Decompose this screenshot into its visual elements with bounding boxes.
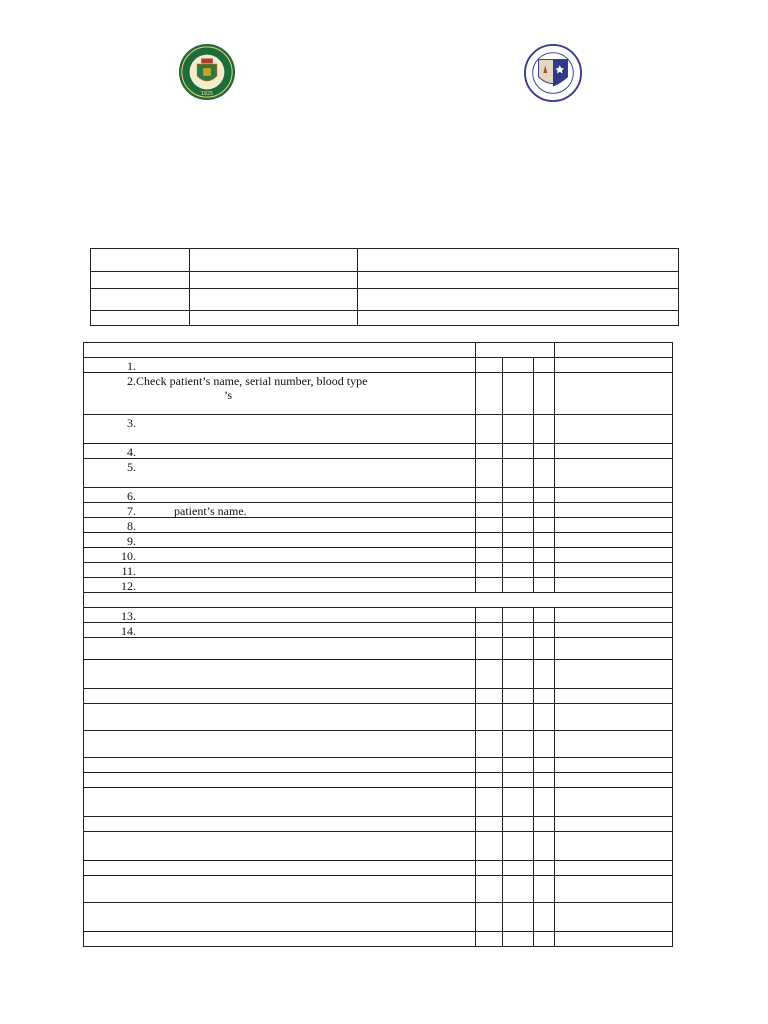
check-cell[interactable] [476, 817, 503, 832]
check-cell[interactable] [534, 876, 555, 903]
check-cell[interactable] [476, 832, 503, 861]
table-row [84, 563, 673, 578]
table-row [84, 689, 673, 704]
step-cell [84, 373, 476, 415]
check-cell[interactable] [534, 578, 555, 593]
table-row [84, 660, 673, 689]
check-cell[interactable] [503, 876, 534, 903]
info-cell [358, 289, 679, 311]
remarks-cell[interactable] [555, 861, 673, 876]
check-cell[interactable] [534, 488, 555, 503]
remarks-cell[interactable] [555, 533, 673, 548]
check-cell[interactable] [534, 623, 555, 638]
remarks-cell[interactable] [555, 876, 673, 903]
step-cell [84, 704, 476, 731]
check-cell[interactable] [534, 444, 555, 459]
check-cell[interactable] [476, 773, 503, 788]
info-cell [91, 311, 190, 326]
check-cell[interactable] [476, 488, 503, 503]
info-table [90, 248, 679, 326]
step-cell [84, 788, 476, 817]
check-cell[interactable] [476, 788, 503, 817]
info-cell [358, 249, 679, 272]
step-cell [84, 861, 476, 876]
step-cell [84, 638, 476, 660]
check-cell[interactable] [503, 373, 534, 415]
check-cell[interactable] [476, 903, 503, 932]
check-cell[interactable] [534, 689, 555, 704]
table-row [84, 817, 673, 832]
check-cell[interactable] [503, 817, 534, 832]
check-cell[interactable] [476, 689, 503, 704]
table-row [84, 578, 673, 593]
check-cell[interactable] [476, 932, 503, 947]
step-cell [84, 459, 476, 488]
check-cell[interactable] [534, 373, 555, 415]
step-number: 11. [121, 564, 136, 578]
check-cell[interactable] [534, 660, 555, 689]
step-cell [84, 503, 476, 518]
step-cell [84, 876, 476, 903]
header-cell [555, 343, 673, 358]
step-number: 12. [121, 579, 136, 593]
step-text: patient’s name. [174, 504, 247, 518]
table-row [84, 459, 673, 488]
step-cell [84, 415, 476, 444]
step-cell [84, 533, 476, 548]
table-row [84, 533, 673, 548]
table-row [84, 503, 673, 518]
remarks-cell[interactable] [555, 358, 673, 373]
info-cell [190, 311, 358, 326]
header-cell [476, 343, 555, 358]
step-cell [84, 660, 476, 689]
remarks-cell[interactable] [555, 623, 673, 638]
check-cell[interactable] [476, 503, 503, 518]
check-cell[interactable] [503, 903, 534, 932]
remarks-cell[interactable] [555, 548, 673, 563]
check-cell[interactable] [503, 578, 534, 593]
header-cell [84, 343, 476, 358]
table-row [84, 788, 673, 817]
info-cell [91, 249, 190, 272]
table-row [84, 773, 673, 788]
remarks-cell[interactable] [555, 488, 673, 503]
step-cell [84, 358, 476, 373]
step-number: 3. [127, 416, 136, 430]
step-cell [84, 832, 476, 861]
step-cell [84, 548, 476, 563]
check-cell[interactable] [503, 563, 534, 578]
step-cell [84, 563, 476, 578]
table-row [84, 444, 673, 459]
step-cell [84, 903, 476, 932]
remarks-cell[interactable] [555, 660, 673, 689]
step-cell [84, 578, 476, 593]
check-cell[interactable] [476, 533, 503, 548]
step-cell [84, 623, 476, 638]
step-number: 4. [127, 445, 136, 459]
procedure-checklist-table [83, 342, 673, 947]
check-cell[interactable] [534, 903, 555, 932]
check-cell[interactable] [503, 459, 534, 488]
table-row [84, 623, 673, 638]
check-cell[interactable] [534, 358, 555, 373]
table-row [84, 903, 673, 932]
section-divider-cell [84, 593, 673, 608]
remarks-cell[interactable] [555, 638, 673, 660]
info-cell [190, 289, 358, 311]
info-cell [91, 289, 190, 311]
check-cell[interactable] [476, 563, 503, 578]
table-row [84, 518, 673, 533]
check-cell[interactable] [476, 731, 503, 758]
check-cell[interactable] [503, 503, 534, 518]
remarks-cell[interactable] [555, 689, 673, 704]
check-cell[interactable] [476, 623, 503, 638]
check-cell[interactable] [476, 518, 503, 533]
check-cell[interactable] [534, 533, 555, 548]
check-cell[interactable] [476, 758, 503, 773]
check-cell[interactable] [476, 660, 503, 689]
check-cell[interactable] [534, 832, 555, 861]
check-cell[interactable] [534, 638, 555, 660]
check-cell[interactable] [503, 758, 534, 773]
step-number: 2. [127, 374, 136, 388]
step-number: 14. [121, 624, 136, 638]
info-cell [358, 311, 679, 326]
step-cell [84, 758, 476, 773]
remarks-cell[interactable] [555, 731, 673, 758]
check-cell[interactable] [503, 415, 534, 444]
step-number: 1. [127, 359, 136, 373]
check-cell[interactable] [534, 459, 555, 488]
step-cell [84, 731, 476, 758]
check-cell[interactable] [503, 358, 534, 373]
remarks-cell[interactable] [555, 563, 673, 578]
check-cell[interactable] [534, 563, 555, 578]
step-cell [84, 689, 476, 704]
check-cell[interactable] [476, 358, 503, 373]
info-cell [358, 272, 679, 289]
table-row [84, 876, 673, 903]
step-text-line2: ’s [224, 388, 233, 402]
check-cell[interactable] [503, 533, 534, 548]
check-cell[interactable] [476, 444, 503, 459]
check-cell[interactable] [476, 704, 503, 731]
table-row [84, 638, 673, 660]
check-cell[interactable] [503, 623, 534, 638]
remarks-cell[interactable] [555, 758, 673, 773]
step-number: 10. [121, 549, 136, 563]
check-cell[interactable] [503, 444, 534, 459]
check-cell[interactable] [534, 817, 555, 832]
check-cell[interactable] [503, 518, 534, 533]
check-cell[interactable] [476, 548, 503, 563]
check-cell[interactable] [534, 415, 555, 444]
check-cell[interactable] [534, 548, 555, 563]
remarks-cell[interactable] [555, 788, 673, 817]
check-cell[interactable] [476, 373, 503, 415]
table-header-row [84, 343, 673, 358]
check-cell[interactable] [503, 704, 534, 731]
check-cell[interactable] [503, 689, 534, 704]
step-number: 6. [127, 489, 136, 503]
check-cell[interactable] [503, 488, 534, 503]
step-cell [84, 488, 476, 503]
remarks-cell[interactable] [555, 444, 673, 459]
step-number: 5. [127, 460, 136, 474]
check-cell[interactable] [503, 638, 534, 660]
table-row [84, 608, 673, 623]
check-cell[interactable] [476, 638, 503, 660]
step-number: 7. [127, 504, 136, 518]
remarks-cell[interactable] [555, 817, 673, 832]
step-cell [84, 932, 476, 947]
remarks-cell[interactable] [555, 415, 673, 444]
check-cell[interactable] [476, 876, 503, 903]
check-cell[interactable] [503, 548, 534, 563]
step-text: Check patient’s name, serial number, blood type [136, 374, 368, 388]
check-cell[interactable] [476, 578, 503, 593]
check-cell[interactable] [534, 773, 555, 788]
table-row [84, 488, 673, 503]
step-cell [84, 817, 476, 832]
check-cell[interactable] [503, 608, 534, 623]
step-cell [84, 608, 476, 623]
table-row [84, 832, 673, 861]
remarks-cell[interactable] [555, 704, 673, 731]
remarks-cell[interactable] [555, 903, 673, 932]
check-cell[interactable] [534, 503, 555, 518]
check-cell[interactable] [534, 932, 555, 947]
check-cell[interactable] [503, 731, 534, 758]
table-row [84, 373, 673, 415]
table-row [84, 548, 673, 563]
table-row [84, 358, 673, 373]
college-seal-icon [520, 44, 586, 102]
remarks-cell[interactable] [555, 503, 673, 518]
check-cell[interactable] [534, 758, 555, 773]
check-cell[interactable] [503, 773, 534, 788]
check-cell[interactable] [534, 731, 555, 758]
step-cell [84, 518, 476, 533]
check-cell[interactable] [476, 608, 503, 623]
step-number: 9. [127, 534, 136, 548]
remarks-cell[interactable] [555, 518, 673, 533]
check-cell[interactable] [534, 788, 555, 817]
remarks-cell[interactable] [555, 373, 673, 415]
check-cell[interactable] [534, 518, 555, 533]
table-row [84, 704, 673, 731]
check-cell[interactable] [476, 415, 503, 444]
check-cell[interactable] [503, 861, 534, 876]
svg-text:1925: 1925 [200, 92, 214, 98]
step-cell [84, 444, 476, 459]
table-row [84, 758, 673, 773]
remarks-cell[interactable] [555, 459, 673, 488]
step-number: 13. [121, 609, 136, 623]
check-cell[interactable] [503, 660, 534, 689]
step-number: 8. [127, 519, 136, 533]
check-cell[interactable] [534, 608, 555, 623]
remarks-cell[interactable] [555, 578, 673, 593]
check-cell[interactable] [503, 788, 534, 817]
remarks-cell[interactable] [555, 773, 673, 788]
table-row [84, 861, 673, 876]
section-divider-row [84, 593, 673, 608]
info-cell [91, 272, 190, 289]
check-cell[interactable] [476, 861, 503, 876]
check-cell[interactable] [503, 932, 534, 947]
table-row [84, 415, 673, 444]
info-cell [190, 249, 358, 272]
info-cell [190, 272, 358, 289]
table-row [84, 932, 673, 947]
check-cell[interactable] [476, 459, 503, 488]
step-cell [84, 773, 476, 788]
table-row [84, 731, 673, 758]
check-cell[interactable] [534, 861, 555, 876]
university-seal-icon [178, 43, 236, 101]
remarks-cell[interactable] [555, 608, 673, 623]
remarks-cell[interactable] [555, 832, 673, 861]
check-cell[interactable] [534, 704, 555, 731]
check-cell[interactable] [503, 832, 534, 861]
remarks-cell[interactable] [555, 932, 673, 947]
